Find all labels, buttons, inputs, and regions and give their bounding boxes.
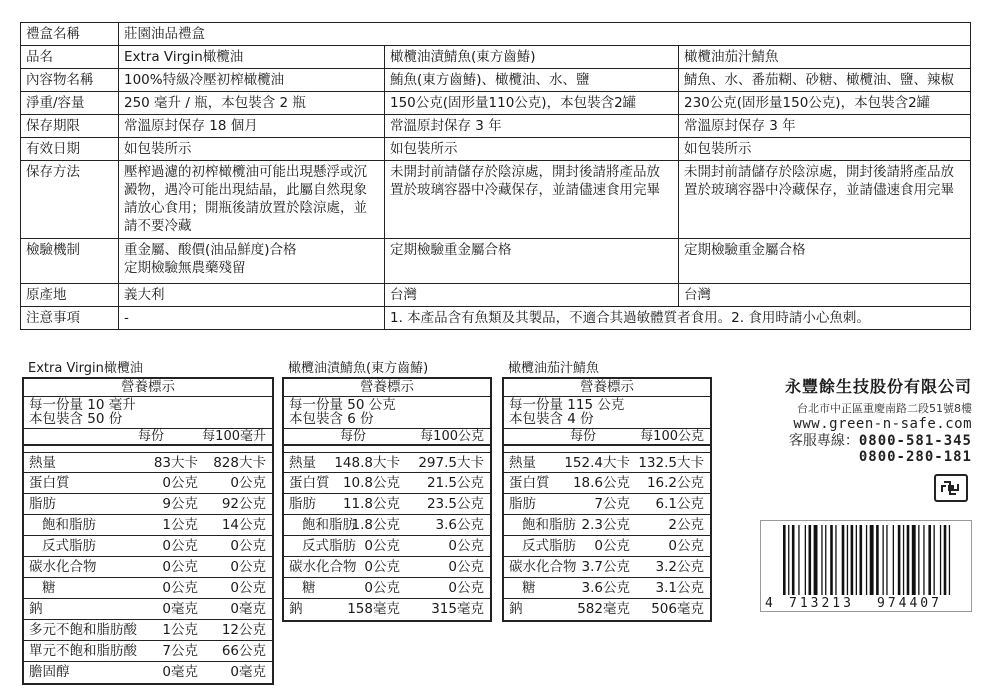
- per-100-value: 315毫克: [431, 601, 484, 617]
- barcode-lead-digit: 4: [765, 596, 773, 611]
- spec-row: [21, 69, 971, 92]
- per-100-value: 0公克: [448, 559, 484, 575]
- serving-size: 每一份量 50 公克: [289, 397, 396, 413]
- spec-value: 定期檢驗重金屬合格: [385, 239, 679, 284]
- spec-value: 100%特級冷壓初榨橄欖油: [119, 69, 385, 92]
- per-serving-value: 3.6公克: [581, 580, 630, 596]
- phone-number-2: 0800-280-181: [858, 449, 972, 465]
- nutrient-name: 脂肪: [29, 496, 56, 512]
- nutrition-title: 營養標示: [284, 379, 490, 397]
- nutrient-name: 熱量: [289, 455, 316, 471]
- per-100-value: 21.5公克: [426, 475, 484, 491]
- spec-value: 230公克(固形量150公克)，本包裝含2罐: [679, 92, 971, 115]
- spec-value: 重金屬、酸價(油品鮮度)合格 定期檢驗無農藥殘留: [119, 239, 385, 284]
- per-serving-value: 152.4大卡: [564, 455, 630, 471]
- nutrition-row: [24, 494, 272, 515]
- per-100-value: 0公克: [230, 538, 266, 554]
- per-serving-value: 0公克: [162, 559, 198, 575]
- spec-value: 未開封前請儲存於陰涼處，開封後請將產品放置於玻璃容器中冷藏保存，並請儘速食用完畢: [385, 161, 679, 239]
- serving-info: [504, 397, 710, 429]
- barcode-right-digits: 974407: [877, 596, 942, 611]
- nutrient-name: 反式脂肪: [42, 538, 96, 554]
- per-100-value: 3.6公克: [435, 517, 484, 533]
- spec-label: 原產地: [21, 284, 119, 307]
- spec-value: 鯖魚、水、番茄糊、砂糖、橄欖油、鹽、辣椒: [679, 69, 971, 92]
- nutrient-name: 飽和脂肪: [302, 517, 356, 533]
- nutrition-row: [24, 662, 272, 683]
- per-serving-header: 每份: [569, 429, 596, 444]
- per-100-value: 506毫克: [651, 601, 704, 617]
- serving-size: 每一份量 10 毫升: [29, 397, 136, 413]
- barcode-left-digits: 713213: [789, 596, 854, 611]
- nutrition-row: [284, 536, 490, 557]
- per-serving-value: 582毫克: [577, 601, 630, 617]
- per-100-value: 12公克: [221, 622, 266, 638]
- nutrient-name: 糖: [42, 580, 56, 596]
- per-100-value: 3.2公克: [655, 559, 704, 575]
- nutrient-name: 糖: [302, 580, 316, 596]
- per-serving-value: 10.8公克: [342, 475, 400, 491]
- spec-label: 禮盒名稱: [21, 23, 119, 46]
- per-serving-value: 148.8大卡: [334, 455, 400, 471]
- spec-value: 如包裝所示: [679, 138, 971, 161]
- spec-row: [21, 46, 971, 69]
- company-address: 台北市中正區重慶南路二段51號8樓: [797, 402, 972, 415]
- nutrient-name: 碳水化合物: [509, 559, 577, 575]
- nutrition-row: [504, 536, 710, 557]
- spec-value: 常溫原封保存 18 個月: [119, 115, 385, 138]
- per-serving-value: 1.8公克: [351, 517, 400, 533]
- nutrient-name: 蛋白質: [289, 475, 330, 491]
- spec-row-notice: [21, 307, 971, 330]
- nutrition-row: [504, 452, 710, 473]
- nutrition-column-header: [24, 429, 272, 446]
- spec-row: [21, 115, 971, 138]
- nutrient-name: 脂肪: [289, 496, 316, 512]
- spec-row: [21, 138, 971, 161]
- nutrition-row: [504, 599, 710, 620]
- per-serving-value: 1公克: [162, 517, 198, 533]
- nutrition-row: [284, 494, 490, 515]
- per-100-value: 0毫克: [230, 601, 266, 617]
- nutrient-name: 鈉: [509, 601, 523, 617]
- per-serving-value: 0公克: [594, 538, 630, 554]
- spec-row-giftbox: [21, 23, 971, 46]
- spec-value: 如包裝所示: [385, 138, 679, 161]
- servings-per-package: 本包裝含 6 份: [289, 411, 374, 427]
- per-100-header: 每100毫升: [202, 429, 266, 444]
- spec-label: 注意事項: [21, 307, 119, 330]
- per-100-value: 66公克: [221, 643, 266, 659]
- nutrient-name: 熱量: [509, 455, 536, 471]
- notice-text: 1. 本產品含有魚類及其製品，不適合其過敏體質者食用。2. 食用時請小心魚刺。: [385, 307, 971, 330]
- nutrition-row: [24, 557, 272, 578]
- spec-value: 橄欖油茄汁鯖魚: [679, 46, 971, 69]
- spec-value: 台灣: [385, 284, 679, 307]
- nutrient-name: 糖: [522, 580, 536, 596]
- per-serving-value: 3.7公克: [581, 559, 630, 575]
- nutrition-column-header: [284, 429, 490, 446]
- phone-number-1: 0800-581-345: [858, 433, 972, 449]
- spec-value: 250 毫升 / 瓶，本包裝含 2 瓶: [119, 92, 385, 115]
- per-100-value: 3.1公克: [655, 580, 704, 596]
- nutrition-row: [284, 557, 490, 578]
- per-serving-value: 0公克: [162, 538, 198, 554]
- per-serving-value: 1公克: [162, 622, 198, 638]
- nutrition-row: [504, 515, 710, 536]
- nutrient-name: 蛋白質: [509, 475, 550, 491]
- nutrition-row: [24, 473, 272, 494]
- nutrient-name: 鈉: [29, 601, 43, 617]
- nutrition-row: [504, 473, 710, 494]
- per-serving-value: 0毫克: [162, 664, 198, 680]
- nutrient-name: 熱量: [29, 455, 56, 471]
- per-serving-value: 9公克: [162, 496, 198, 512]
- spec-value: 橄欖油漬鯖魚(東方齒鰆): [385, 46, 679, 69]
- per-serving-value: 0公克: [162, 475, 198, 491]
- barcode-icon: [767, 525, 965, 605]
- per-100-value: 0公克: [668, 538, 704, 554]
- per-serving-value: 11.8公克: [342, 496, 400, 512]
- per-serving-value: 7公克: [162, 643, 198, 659]
- phone-line-2: [760, 449, 972, 465]
- nutrition-row: [284, 452, 490, 473]
- per-100-value: 23.5公克: [426, 496, 484, 512]
- spec-label: 淨重/容量: [21, 92, 119, 115]
- company-name: 永豐餘生技股份有限公司: [784, 377, 972, 396]
- recycle-icon: [934, 474, 968, 502]
- spec-label: 內容物名稱: [21, 69, 119, 92]
- per-serving-header: 每份: [339, 429, 366, 444]
- spec-value: 鮪魚(東方齒鰆)、橄欖油、水、鹽: [385, 69, 679, 92]
- nutrient-name: 反式脂肪: [302, 538, 356, 554]
- nutrition-row: [24, 641, 272, 662]
- spec-label: 保存方法: [21, 161, 119, 239]
- nutrition-row: [24, 620, 272, 641]
- company-website: www.green-n-safe.com: [793, 416, 972, 432]
- per-serving-value: 7公克: [594, 496, 630, 512]
- phone-label: 客服專線：: [788, 433, 859, 449]
- nutrition-panel: [502, 377, 712, 622]
- spec-row: [21, 284, 971, 307]
- nutrition-row: [284, 578, 490, 599]
- per-100-value: 6.1公克: [655, 496, 704, 512]
- per-serving-value: 83大卡: [153, 455, 198, 471]
- spec-value: 常溫原封保存 3 年: [679, 115, 971, 138]
- per-100-value: 297.5大卡: [418, 455, 484, 471]
- per-100-value: 92公克: [221, 496, 266, 512]
- per-serving-value: 0毫克: [162, 601, 198, 617]
- nutrition-row: [504, 557, 710, 578]
- nutrient-name: 反式脂肪: [522, 538, 576, 554]
- spec-row: [21, 239, 971, 284]
- per-serving-value: 0公克: [364, 580, 400, 596]
- company-info: [760, 376, 972, 465]
- nutrition-panel: [282, 377, 492, 622]
- servings-per-package: 本包裝含 50 份: [29, 411, 123, 427]
- nutrition-product-name: Extra Virgin橄欖油: [28, 361, 143, 376]
- per-serving-header: 每份: [137, 429, 164, 444]
- per-100-value: 828大卡: [213, 455, 266, 471]
- nutrition-row: [24, 578, 272, 599]
- per-100-value: 16.2公克: [646, 475, 704, 491]
- nutrient-name: 脂肪: [509, 496, 536, 512]
- nutrition-row: [504, 494, 710, 515]
- per-serving-value: 0公克: [364, 559, 400, 575]
- nutrient-name: 碳水化合物: [29, 559, 97, 575]
- per-100-value: 0公克: [448, 538, 484, 554]
- per-serving-value: 0公克: [162, 580, 198, 596]
- spec-value: 如包裝所示: [119, 138, 385, 161]
- per-serving-value: 18.6公克: [572, 475, 630, 491]
- nutrient-name: 單元不飽和脂肪酸: [29, 643, 137, 659]
- nutrition-row: [284, 473, 490, 494]
- spec-value: 壓榨過濾的初榨橄欖油可能出現懸浮或沉澱物，遇冷可能出現結晶，此屬自然現象請放心食用；開瓶後請放置於陰涼處，並請不要冷藏: [119, 161, 385, 239]
- spec-label: 保存期限: [21, 115, 119, 138]
- per-100-value: 14公克: [221, 517, 266, 533]
- nutrition-row: [24, 452, 272, 473]
- spec-label: 有效日期: [21, 138, 119, 161]
- nutrition-column-header: [504, 429, 710, 446]
- nutrition-title: 營養標示: [504, 379, 710, 397]
- nutrition-row: [284, 599, 490, 620]
- spec-row: [21, 92, 971, 115]
- spec-value: 定期檢驗重金屬合格: [679, 239, 971, 284]
- per-100-header: 每100公克: [420, 429, 484, 444]
- nutrient-name: 多元不飽和脂肪酸: [29, 622, 137, 638]
- spec-value: 台灣: [679, 284, 971, 307]
- nutrient-name: 膽固醇: [29, 664, 70, 680]
- nutrition-product-name: 橄欖油漬鯖魚(東方齒鰆): [288, 361, 429, 376]
- barcode: [760, 520, 972, 612]
- per-100-value: 0公克: [230, 580, 266, 596]
- per-serving-value: 2.3公克: [581, 517, 630, 533]
- per-100-value: 0毫克: [230, 664, 266, 680]
- notice-dash: -: [119, 307, 385, 330]
- nutrition-row: [504, 578, 710, 599]
- spec-value: Extra Virgin橄欖油: [119, 46, 385, 69]
- nutrition-row: [24, 536, 272, 557]
- nutrient-name: 蛋白質: [29, 475, 70, 491]
- per-serving-value: 0公克: [364, 538, 400, 554]
- gift-box-name: 莊園油品禮盒: [119, 23, 971, 46]
- per-serving-value: 158毫克: [347, 601, 400, 617]
- nutrient-name: 碳水化合物: [289, 559, 357, 575]
- nutrition-product-name: 橄欖油茄汁鯖魚: [508, 361, 600, 376]
- spec-value: 常溫原封保存 3 年: [385, 115, 679, 138]
- nutrient-name: 飽和脂肪: [42, 517, 96, 533]
- product-spec-table: [20, 22, 971, 330]
- per-100-value: 0公克: [448, 580, 484, 596]
- nutrition-row: [24, 599, 272, 620]
- per-100-value: 132.5大卡: [638, 455, 704, 471]
- per-100-value: 2公克: [668, 517, 704, 533]
- nutrition-row: [24, 515, 272, 536]
- serving-size: 每一份量 115 公克: [509, 397, 625, 413]
- nutrient-name: 鈉: [289, 601, 303, 617]
- nutrition-row: [284, 515, 490, 536]
- serving-info: [284, 397, 490, 429]
- phone-line-1: [760, 433, 972, 449]
- per-100-header: 每100公克: [640, 429, 704, 444]
- servings-per-package: 本包裝含 4 份: [509, 411, 594, 427]
- per-100-value: 0公克: [230, 475, 266, 491]
- per-100-value: 0公克: [230, 559, 266, 575]
- nutrition-panel: [22, 377, 274, 685]
- spec-value: 未開封前請儲存於陰涼處，開封後請將產品放置於玻璃容器中冷藏保存，並請儘速食用完畢: [679, 161, 971, 239]
- spec-label: 品名: [21, 46, 119, 69]
- serving-info: [24, 397, 272, 429]
- spec-value: 義大利: [119, 284, 385, 307]
- spec-label: 檢驗機制: [21, 239, 119, 284]
- nutrient-name: 飽和脂肪: [522, 517, 576, 533]
- spec-value: 150公克(固形量110公克)，本包裝含2罐: [385, 92, 679, 115]
- nutrition-title: 營養標示: [24, 379, 272, 397]
- spec-row: [21, 161, 971, 239]
